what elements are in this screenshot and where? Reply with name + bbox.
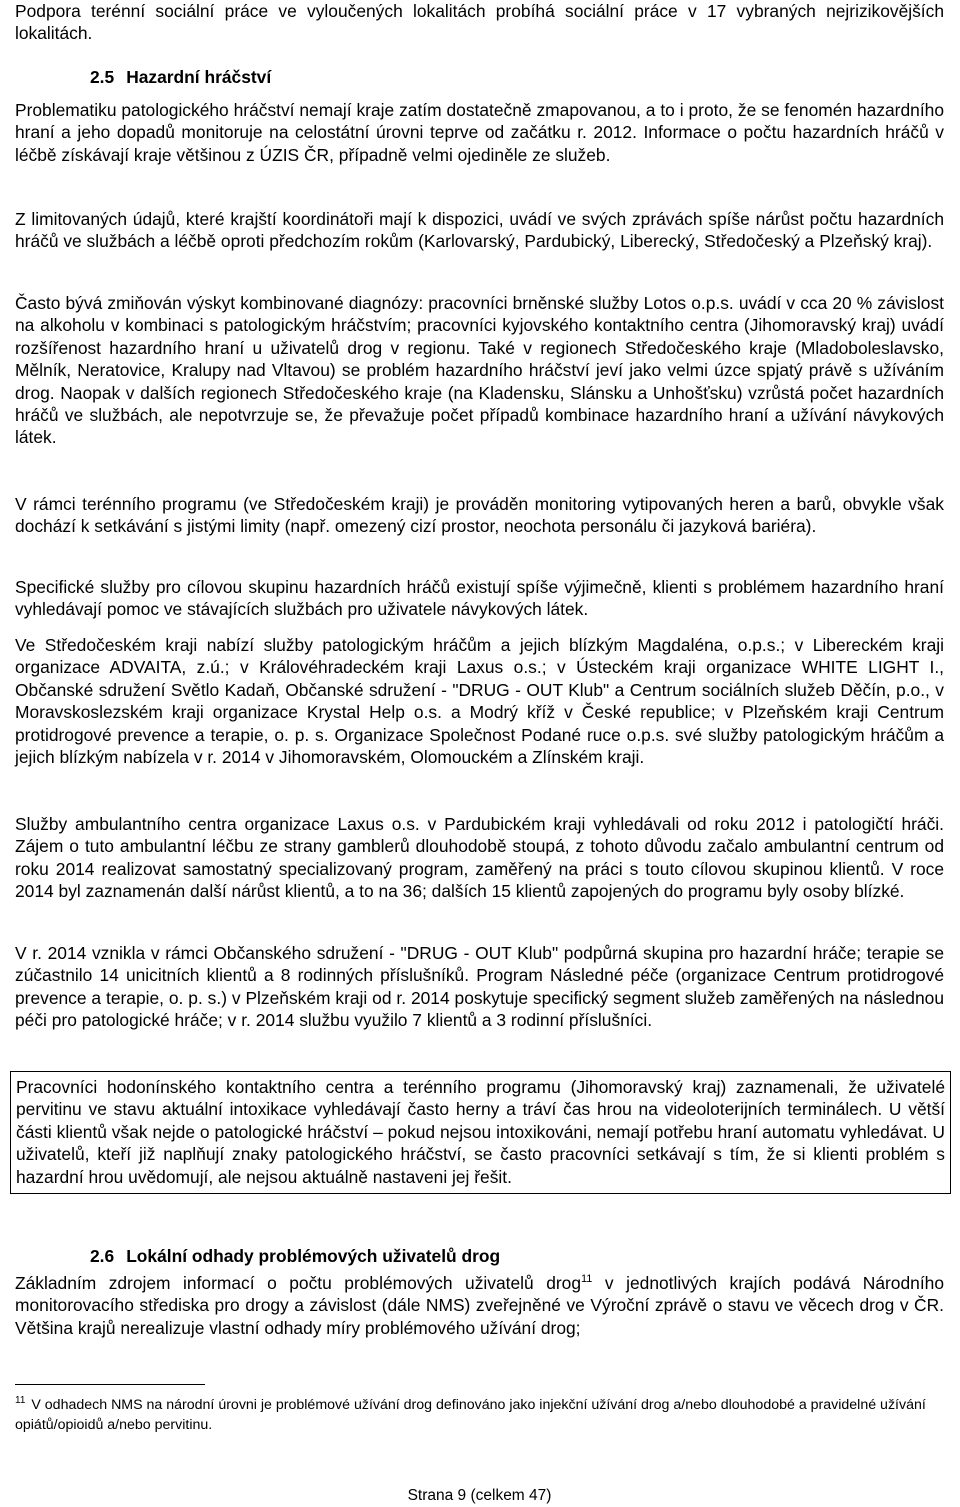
paragraph-8: V r. 2014 vznikla v rámci Občanského sdružení - "DRUG - OUT Klub" podpůrná skupina pro hazardní hráče; terapie se zúčastnilo 14 unicitních klientů a 8 rodinných příslušníků. Program Následné péče (organizace Centrum protidrogové prevence a terapie, o. p. s.) v Plzeňském kraji od r. 2014 poskytuje specifický segment služeb zaměřených na následnou péči pro patologické hráče; v r. 2014 službu využilo 7 klientů a 3 rodinní příslušníci. [15, 943, 944, 1031]
footnote-reference[interactable]: 11 [581, 1273, 593, 1285]
section-number: 2.5 [90, 67, 115, 87]
section-heading-2-5 [90, 66, 271, 88]
section-title: Hazardní hráčství [126, 67, 272, 87]
paragraph-3: Často bývá zmiňován výskyt kombinované diagnózy: pracovníci brněnské služby Lotos o.p.s. uvádí v cca 20 % závislost na alkoholu v kombinaci s patologickým hráčstvím; pracovníci kyjovského kontaktního centra (Jihomoravský kraj) uvádí rozšířenost hazardního hraní u uživatelů drog v regionu. Také v regionech Středočeského kraje (Mladoboleslavsko, Mělník, Neratovice, Kralupy nad Vltavou) se problém hazardního hráčství jeví jako velmi úzce spjatý právě s užíváním drog. Naopak v dalších regionech Středočeského kraje (na Kladensku, Slánsku a Unhošťsku) vzrůstá počet hazardních hráčů ve službách, ale nepotvrzuje se, že převažuje počet případů kombinace hazardního hraní a užívání návykových látek. [15, 293, 944, 448]
paragraph-text: Základním zdrojem informací o počtu problémových uživatelů drog [15, 1273, 581, 1293]
document-page [15, 0, 944, 1507]
paragraph-6: Ve Středočeském kraji nabízí služby patologickým hráčům a jejich blízkým Magdaléna, o.p.s.; v Libereckém kraji organizace ADVAITA, z.ú.; v Královéhradeckém kraji Laxus o.s.; v Ústeckém kraji organizace WHITE LIGHT I., Občanské sdružení Světlo Kadaň, Občanské sdružení - "DRUG - OUT Klub" a Centrum sociálních služeb Děčín, p.o., v Moravskoslezském kraji organizace Krystal Help o.s. a Modrý kříž v České republice; v Plzeňském kraji Centrum protidrogové prevence a terapie, o. p. s. Organizace Společnost Podané ruce o.p.s. své služby patologickým hráčům a jejich blízkým nabízela v r. 2014 v Jihomoravském, Olomouckém a Zlínském kraji. [15, 635, 944, 768]
paragraph-2: Z limitovaných údajů, které krajští koordinátoři mají k dispozici, uvádí ve svých zprávách spíše nárůst počtu hazardních hráčů ve službách a léčbě oproti předchozím rokům (Karlovarský, Pardubický, Liberecký, Středočeský a Plzeňský kraj). [15, 209, 944, 252]
footnote-divider [15, 1384, 205, 1385]
intro-paragraph: Podpora terénní sociální práce ve vyloučených lokalitách probíhá sociální práce v 17 vybraných nejrizikovějších lokalitách. [15, 1, 944, 44]
section-number: 2.6 [90, 1246, 115, 1266]
highlight-box: Pracovníci hodonínského kontaktního centra a terénního programu (Jihomoravský kraj) zaznamenali, že uživatelé pervitinu ve stavu aktuální intoxikace vyhledávají často herny a tráví čas hrou na videoloterijních terminálech. U větší části klientů však nejde o patologické hráčství – pokud nejsou intoxikováni, nemají potřebu hraní automatu vyhledávat. U uživatelů, kteří již naplňují znaky patologického hráčství, se často pracovníci setkávají s tím, že si klienti problém s hazardní hrou uvědomují, ale nejsou aktuálně nastaveni jej řešit. [10, 1071, 951, 1194]
footnote [15, 1395, 944, 1435]
paragraph-5: Specifické služby pro cílovou skupinu hazardních hráčů existují spíše výjimečně, klienti s problémem hazardního hraní vyhledávají pomoc ve stávajících službách pro uživatele návykových látek. [15, 577, 944, 620]
footnote-mark: 11 [15, 1395, 26, 1406]
paragraph-7: Služby ambulantního centra organizace Laxus o.s. v Pardubickém kraji vyhledávali od roku 2012 i patologičtí hráči. Zájem o tuto ambulantní léčbu ze strany gamblerů dlouhodobě stoupá, z tohoto důvodu začalo ambulantní centrum od roku 2014 realizovat samostatný specializovaný program, zaměřený na práci s touto cílovou skupinou klientů. V roce 2014 byl zaznamenán další nárůst klientů, a to na 36; dalších 15 klientů zapojených do programu byly osoby blízké. [15, 814, 944, 902]
section-heading-2-6 [90, 1245, 500, 1267]
section-title: Lokální odhady problémových uživatelů drog [126, 1246, 501, 1266]
paragraph-1: Problematiku patologického hráčství nemají kraje zatím dostatečně zmapovanou, a to i proto, že se fenomén hazardního hraní a jeho dopadů monitoruje na celostátní úrovni teprve od začátku r. 2012. Informace o počtu hazardních hráčů v léčbě získávají kraje většinou z ÚZIS ČR, případně velmi ojediněle ze služeb. [15, 100, 944, 165]
page-number: Strana 9 (celkem 47) [407, 1487, 552, 1504]
paragraph-2-6 [15, 1272, 944, 1339]
paragraph-text: v jednotlivých krajích podává Národního monitorovacího střediska pro drogy a závislost (dále NMS) zveřejněné ve Výroční zprávě o stavu ve věcech drog v ČR. Většina krajů nerealizuje vlastní odhady míry problémového užívání drog; [15, 1273, 944, 1338]
paragraph-4: V rámci terénního programu (ve Středočeském kraji) je prováděn monitoring vytipovaných heren a barů, obvykle však dochází k setkávání s jistými limity (např. omezený cizí prostor, neochota personálu či jazyková bariéra). [15, 494, 944, 537]
footnote-text: V odhadech NMS na národní úrovni je problémové užívání drog definováno jako injekční užívání drog a/nebo dlouhodobé a pravidelné užívání opiátů/opioidů a/nebo pervitinu. [15, 1397, 926, 1433]
